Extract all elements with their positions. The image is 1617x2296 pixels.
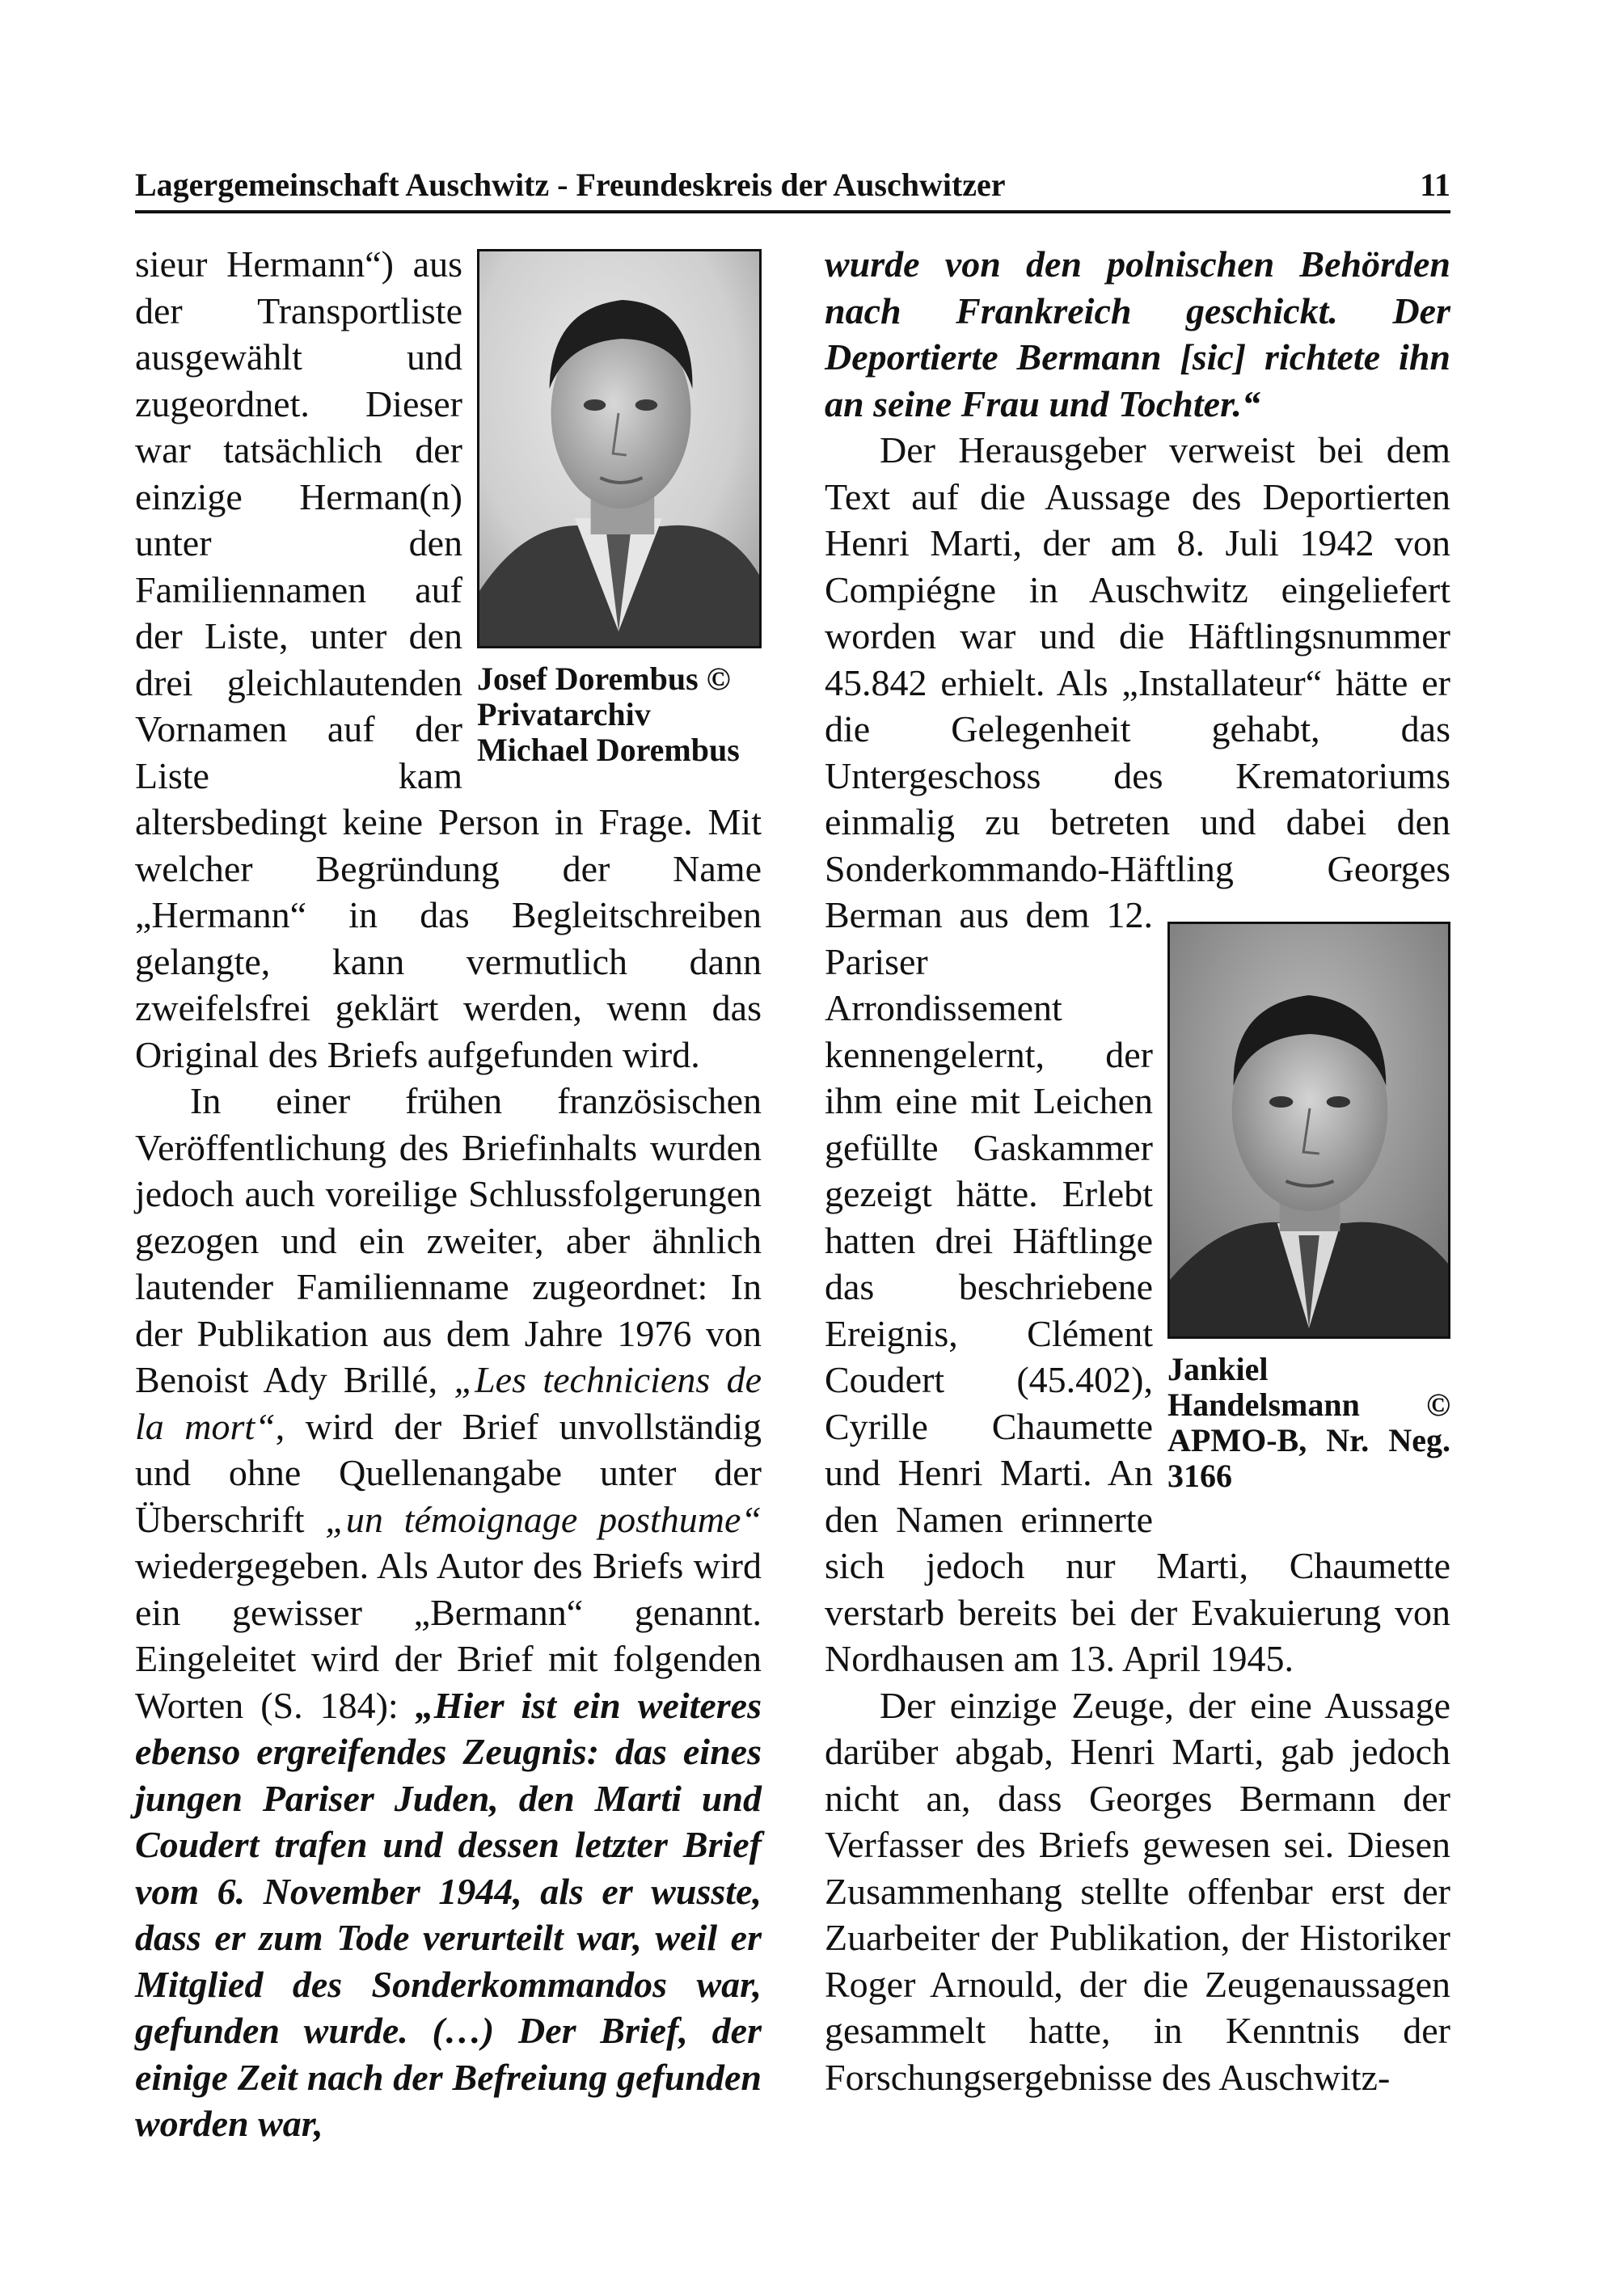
portrait-photo-handelsmann [1167, 922, 1450, 1339]
paragraph-left-2-a: In einer frühen französischen Veröffentlichung des Briefinhalts wurden jedoch auch voreilige Schlussfolgerungen gezogen und ein zweiter, aber ähnlich lautender Familienname zugeordnet: In der Publikation aus dem Jahre 1976 von Benoist Ady Brillé, [135, 1080, 762, 1400]
section-heading-quote: „un témoignage posthume“ [325, 1498, 762, 1540]
portrait-image [479, 251, 759, 646]
quotation-left: „Hier ist ein weiteres ebenso ergreifendes Zeugnis: das eines jungen Pariser Juden, den Marti und Coudert trafen und dessen letzter Brief vom 6. November 1944, als er wusste, dass er zum Tode verurteilt war, weil er Mitglied des Sonderkommandos war, gefunden wurde. (…) Der Brief, der einige Zeit nach der Befreiung gefunden worden war, [135, 1684, 762, 2144]
book-title: „Les techniciens de la mort“ [135, 1359, 762, 1447]
figure-josef-dorembus [477, 249, 762, 768]
paragraph-left-2-b: , wird der Brief unvollständig und ohne Quellenangabe unter der Überschrift [135, 1405, 762, 1540]
running-header [135, 162, 1450, 213]
left-column [135, 241, 762, 2147]
paragraph-left-2-c: wiedergegeben. Als Autor des Briefs wird ein gewisser „Bermann“ genannt. Eingeleitet wird der Brief mit folgenden Worten (S. 184): [135, 1545, 762, 1726]
portrait-photo-dorembus [477, 249, 762, 648]
paragraph-right-2-text: Der Herausgeber verweist bei dem Text auf die Aussage des Deportierten Henri Marti, der am 8. Juli 1942 von Compiégne in Auschwitz eingeliefert worden war und die Häftlingsnummer 45.842 erhielt. Als „Installateur“ hätte er die Gelegenheit gehabt, das Untergeschoss des Krematoriums einmalig zu betreten und dabei den Sonderkommando-Häftling Georges Berman aus dem 12. Pariser Arrondissement kennengelernt, der ihm eine mit Leichen gefüllte Gaskammer gezeigt hätte. Erlebt hatten drei Häftlinge das beschriebene Ereignis, Clément Coudert (45.402), Cyrille Chaumette und Henri Marti. An den Namen erinnerte sich jedoch nur Marti, Chaumette verstarb bereits bei der Evakuierung von Nordhausen am 13. April 1945. [825, 429, 1450, 1679]
paragraph-left-2 [135, 1078, 762, 2147]
quotation-right-text: wurde von den polnischen Behörden nach Frankreich geschickt. Der Deportierte Bermann [sic] richtete ihn an seine Frau und Tochter.“ [825, 243, 1450, 424]
page-number: 11 [1420, 167, 1450, 203]
paragraph-right-3: Der einzige Zeuge, der eine Aussage darüber abgab, Henri Marti, gab jedoch nicht an, dass Georges Bermann der Verfasser des Briefs gewesen sei. Diesen Zusammenhang stellte offenbar erst der Zuarbeiter der Publikation, der Historiker Roger Arnould, der die Zeugenaussagen gesammelt hatte, in Kenntnis der Forschungsergebnisse des Auschwitz- [825, 1684, 1450, 2098]
figure-jankiel-handelsmann [1167, 922, 1450, 1494]
portrait-image [1170, 924, 1448, 1336]
figure-caption-right: Jankiel Handelsmann © APMO-B, Nr. Neg. 3166 [1167, 1351, 1450, 1494]
figure-caption-left: Josef Dorembus © Privatarchiv Michael Dorembus [477, 661, 740, 768]
quotation-right [825, 241, 1450, 427]
paragraph-left-1: sieur Hermann“) aus der Transportliste ausgewählt und zugeordnet. Dieser war tatsächlich der einzige Herman(n) unter den Familiennamen auf der Liste, unter den drei gleichlautenden Vornamen auf der Liste kam altersbedingt keine Person in Frage. Mit welcher Begründung der Name „Hermann“ in das Begleitschreiben gelangte, kann vermutlich dann zweifelsfrei geklärt werden, wenn das Original des Briefs aufgefunden wird. [135, 243, 762, 1075]
header-title: Lagergemeinschaft Auschwitz - Freundeskreis der Auschwitzer [135, 167, 1006, 203]
